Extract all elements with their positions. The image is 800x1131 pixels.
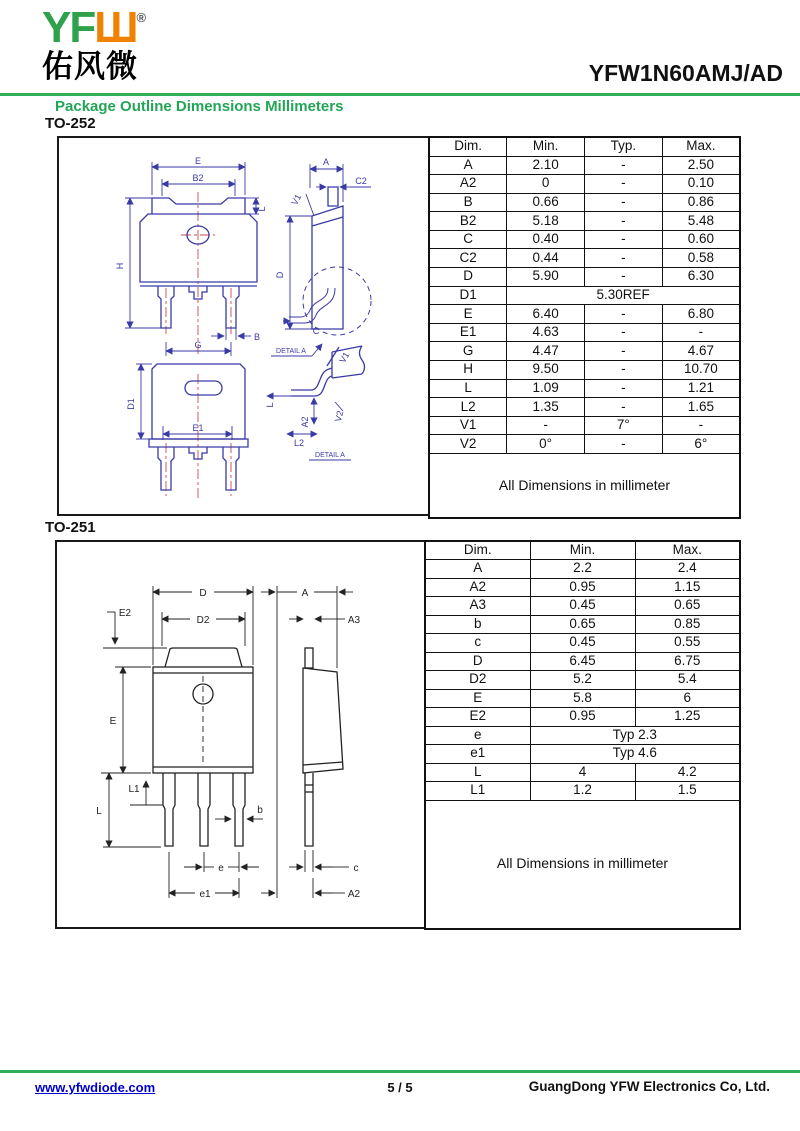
to251-outline-drawing — [57, 542, 422, 927]
column-header: Typ. — [585, 137, 663, 156]
dim-label: c — [353, 863, 359, 874]
note-row — [429, 454, 740, 519]
table-cell: - — [662, 323, 740, 342]
table-row — [425, 689, 740, 708]
table-row — [429, 323, 740, 342]
table-cell: 6 — [635, 689, 740, 708]
to252-heading: TO-252 — [45, 115, 96, 132]
table-cell: b — [425, 615, 530, 634]
table-row — [429, 193, 740, 212]
table-cell: 1.15 — [635, 578, 740, 597]
table-cell: 0.45 — [530, 597, 635, 616]
table-cell: 7° — [585, 416, 663, 435]
table-cell: B2 — [429, 212, 507, 231]
table-cell: 1.65 — [662, 398, 740, 417]
dim-label: L2 — [293, 438, 305, 448]
table-cell: C2 — [429, 249, 507, 268]
table-cell: - — [585, 342, 663, 361]
table-cell: 1.35 — [507, 398, 585, 417]
table-cell: L — [429, 379, 507, 398]
dimension-lines — [101, 586, 353, 898]
table-cell: A3 — [425, 597, 530, 616]
logo-text-green: YF — [42, 3, 95, 52]
table-row — [429, 175, 740, 194]
table-cell: 5.4 — [635, 671, 740, 690]
table-cell: 0.55 — [635, 634, 740, 653]
dim-label: V1 — [337, 350, 352, 365]
dim-label: L — [96, 806, 102, 817]
dim-label: E — [109, 716, 117, 727]
table-cell: L — [425, 763, 530, 782]
dim-label: L1 — [128, 784, 140, 795]
table-row — [429, 305, 740, 324]
table-cell: 5.30REF — [507, 286, 740, 305]
table-cell: - — [585, 268, 663, 287]
table-cell: e1 — [425, 745, 530, 764]
table-cell: A — [429, 156, 507, 175]
to251-heading: TO-251 — [45, 519, 96, 536]
to252-dim-table — [428, 136, 741, 519]
table-row — [429, 249, 740, 268]
table-cell: - — [585, 398, 663, 417]
table-row — [425, 745, 740, 764]
table-cell: 5.48 — [662, 212, 740, 231]
table-row — [425, 671, 740, 690]
table-cell: 4.47 — [507, 342, 585, 361]
table-cell: 1.09 — [507, 379, 585, 398]
dim-label: D2 — [196, 615, 210, 626]
table-row — [429, 398, 740, 417]
table-cell: - — [507, 416, 585, 435]
dim-label: A3 — [347, 615, 361, 626]
table-cell: - — [585, 249, 663, 268]
table-cell: 0.85 — [635, 615, 740, 634]
table-cell: A2 — [429, 175, 507, 194]
table-row — [429, 435, 740, 454]
table-cell: 6.40 — [507, 305, 585, 324]
table-cell: 4 — [530, 763, 635, 782]
table-row — [425, 782, 740, 801]
dim-label: A — [301, 588, 309, 599]
table-cell: - — [662, 416, 740, 435]
table-cell: C — [429, 230, 507, 249]
section-title: Package Outline Dimensions Millimeters — [55, 98, 344, 115]
dim-label: C — [312, 326, 320, 336]
dim-label: L — [257, 206, 267, 212]
dim-label: D — [199, 588, 207, 599]
dim-label: E1 — [192, 423, 204, 433]
table-cell: 6.30 — [662, 268, 740, 287]
dim-label: A2 — [300, 416, 310, 428]
table-cell: V2 — [429, 435, 507, 454]
dim-label: C2 — [355, 176, 367, 186]
table-cell: 0.86 — [662, 193, 740, 212]
table-cell: 5.2 — [530, 671, 635, 690]
table-cell: H — [429, 361, 507, 380]
detail-a-label: DETAIL A — [315, 452, 345, 459]
table-cell: 0.40 — [507, 230, 585, 249]
dim-label: b — [257, 805, 263, 816]
table-cell: - — [585, 230, 663, 249]
table-cell: 6° — [662, 435, 740, 454]
dim-label: E2 — [118, 608, 132, 619]
table-cell: 6.80 — [662, 305, 740, 324]
table-row — [429, 212, 740, 231]
table-cell: 0.58 — [662, 249, 740, 268]
table-cell: A2 — [425, 578, 530, 597]
table-row — [425, 578, 740, 597]
table-row — [429, 268, 740, 287]
table-row — [425, 652, 740, 671]
table-cell: L1 — [425, 782, 530, 801]
table-cell: - — [585, 361, 663, 380]
column-header: Dim. — [429, 137, 507, 156]
dim-label: V1 — [289, 192, 304, 207]
detail-a-label: DETAIL A — [276, 348, 306, 355]
table-cell: 1.21 — [662, 379, 740, 398]
table-cell: E — [429, 305, 507, 324]
table-row — [425, 560, 740, 579]
table-cell: 2.4 — [635, 560, 740, 579]
table-cell: 1.25 — [635, 708, 740, 727]
table-cell: c — [425, 634, 530, 653]
table-cell: E — [425, 689, 530, 708]
dimension-labels — [115, 156, 367, 459]
table-cell: - — [585, 193, 663, 212]
dimensions-note: All Dimensions in millimeter — [429, 454, 740, 519]
table-cell: 0.66 — [507, 193, 585, 212]
table-cell: 6.75 — [635, 652, 740, 671]
table-cell: 0.65 — [530, 615, 635, 634]
table-row — [425, 708, 740, 727]
table-cell: - — [585, 175, 663, 194]
table-cell: E2 — [425, 708, 530, 727]
table-row — [429, 361, 740, 380]
header-row — [429, 137, 740, 156]
column-header: Min. — [530, 541, 635, 560]
header-row — [425, 541, 740, 560]
part-number: YFW1N60AMJ/AD — [588, 60, 783, 86]
table-cell: B — [429, 193, 507, 212]
package-outline — [153, 648, 343, 846]
dim-label: A2 — [347, 889, 361, 900]
table-cell: 4.63 — [507, 323, 585, 342]
dim-label: H — [115, 262, 125, 270]
table-cell: 0.44 — [507, 249, 585, 268]
dim-label: A — [322, 157, 330, 167]
logo-wordmark — [42, 3, 147, 52]
note-row — [425, 800, 740, 929]
table-cell: 6.45 — [530, 652, 635, 671]
footer-divider — [0, 1070, 800, 1073]
table-cell: 5.18 — [507, 212, 585, 231]
to252-panel — [57, 136, 741, 516]
table-cell: 0.95 — [530, 708, 635, 727]
column-header: Dim. — [425, 541, 530, 560]
to252-outline-drawing — [59, 138, 426, 514]
table-row — [429, 230, 740, 249]
table-cell: 1.2 — [530, 782, 635, 801]
dim-label: e — [218, 863, 224, 874]
table-cell: E1 — [429, 323, 507, 342]
dim-label: D1 — [126, 398, 136, 410]
table-row — [425, 615, 740, 634]
table-cell: - — [585, 305, 663, 324]
table-cell: D — [429, 268, 507, 287]
column-header: Max. — [635, 541, 740, 560]
table-row — [429, 156, 740, 175]
dimension-labels — [96, 588, 360, 900]
table-cell: Typ 4.6 — [530, 745, 740, 764]
table-row — [425, 726, 740, 745]
dim-label: e1 — [199, 889, 211, 900]
dim-label: L — [265, 402, 275, 408]
table-cell: G — [429, 342, 507, 361]
table-cell: Typ 2.3 — [530, 726, 740, 745]
table-cell: 0 — [507, 175, 585, 194]
table-row — [425, 763, 740, 782]
table-cell: 5.8 — [530, 689, 635, 708]
dimensions-note: All Dimensions in millimeter — [425, 800, 740, 929]
table-row — [429, 342, 740, 361]
table-cell: 0.45 — [530, 634, 635, 653]
table-row — [429, 379, 740, 398]
table-cell: 4.2 — [635, 763, 740, 782]
logo-chinese-name: 佑风微 — [42, 49, 138, 84]
registered-mark-icon: ® — [136, 10, 147, 25]
to251-panel — [55, 540, 741, 929]
table-cell: D — [425, 652, 530, 671]
page-number: 5 / 5 — [387, 1080, 413, 1095]
table-cell: D2 — [425, 671, 530, 690]
table-cell: 0° — [507, 435, 585, 454]
column-header: Min. — [507, 137, 585, 156]
table-cell: 0.65 — [635, 597, 740, 616]
package-outline — [140, 187, 365, 490]
table-cell: V1 — [429, 416, 507, 435]
table-row — [425, 597, 740, 616]
detail-a-circle — [289, 267, 371, 335]
dim-label: E — [194, 156, 202, 166]
company-name: GuangDong YFW Electronics Co, Ltd. — [528, 1079, 770, 1094]
table-cell: A — [425, 560, 530, 579]
table-cell: - — [585, 323, 663, 342]
table-cell: - — [585, 156, 663, 175]
table-cell: 0.95 — [530, 578, 635, 597]
table-cell: - — [585, 379, 663, 398]
table-cell: 0.60 — [662, 230, 740, 249]
table-cell: - — [585, 435, 663, 454]
table-cell: 2.2 — [530, 560, 635, 579]
dim-label: V2 — [332, 409, 346, 423]
table-cell: 1.5 — [635, 782, 740, 801]
dim-label: B — [253, 332, 261, 342]
table-row — [425, 634, 740, 653]
table-cell: 5.90 — [507, 268, 585, 287]
to251-dim-table — [424, 540, 741, 930]
table-cell: D1 — [429, 286, 507, 305]
dim-label: B2 — [192, 173, 204, 183]
table-cell: e — [425, 726, 530, 745]
table-cell: 9.50 — [507, 361, 585, 380]
header-divider — [0, 93, 800, 96]
table-cell: 0.10 — [662, 175, 740, 194]
table-cell: 4.67 — [662, 342, 740, 361]
table-cell: L2 — [429, 398, 507, 417]
table-cell: - — [585, 212, 663, 231]
table-cell: 10.70 — [662, 361, 740, 380]
table-row — [429, 286, 740, 305]
logo-text-orange: Ш — [94, 3, 137, 52]
table-row — [429, 416, 740, 435]
dim-label: D — [275, 271, 285, 279]
website-link[interactable]: www.yfwdiode.com — [35, 1080, 156, 1095]
table-cell: 2.50 — [662, 156, 740, 175]
column-header: Max. — [662, 137, 740, 156]
company-logo — [42, 3, 147, 84]
table-cell: 2.10 — [507, 156, 585, 175]
dim-label: G — [194, 340, 202, 350]
